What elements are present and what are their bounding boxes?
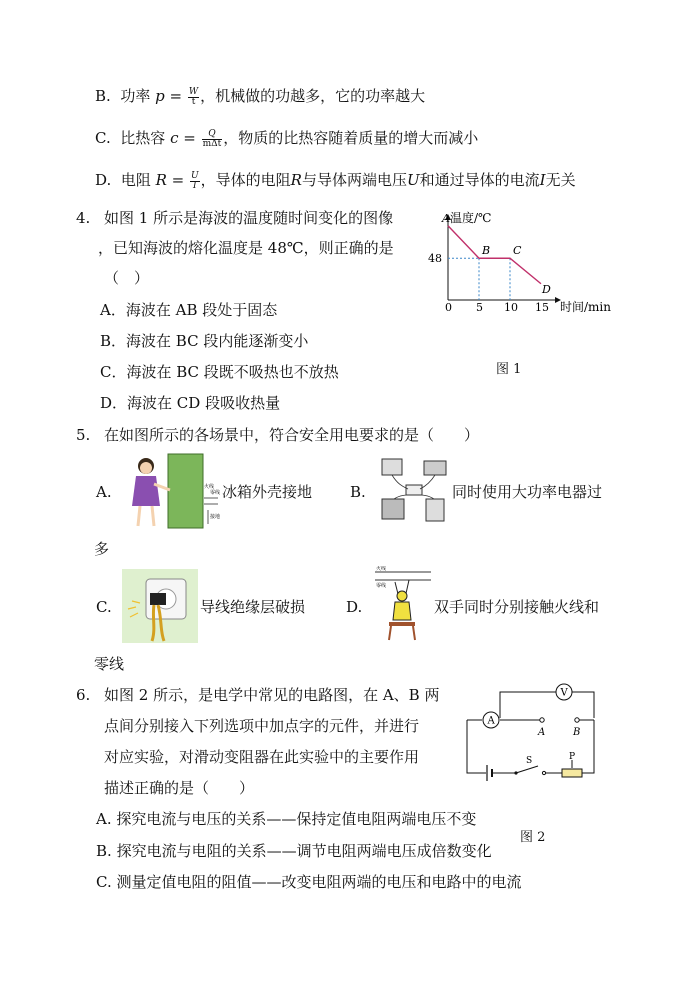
q6-stem-line3: 对应实验，对滑动变阻器在此实验中的主要作用 [104,748,420,766]
stool-leg-icon [389,626,391,640]
q5-stem: 在如图所示的各场景中，符合安全用电要求的是（ ） [104,426,480,444]
figure-1-chart [420,205,620,315]
q5-option-d-label: D. [346,598,363,616]
q6-option-a [96,809,476,829]
circuit-wire [467,720,486,773]
point-label-a: A [442,211,450,225]
q3-option-c [95,128,478,149]
q4-stem-line2: ，已知海波的熔化温度是 48℃，则正确的是 [98,239,394,257]
rheostat-icon [562,769,582,777]
fraction-numerator: Q [202,130,223,140]
switch-lever-icon [516,766,538,773]
q5-option-b-text: 同时使用大功率电器过 [452,483,603,501]
q4-number: 4. [76,209,91,227]
q6-stem-line2: 点间分别接入下列选项中加点字的元件，并进行 [104,717,420,735]
option-text: ，机械做的功越多，它的功率越大 [200,87,426,105]
formula-lhs: c = [170,129,196,147]
stool-leg-icon [413,626,415,640]
option-text: 海波在 AB 段处于固态 [125,301,278,319]
fraction-specific-heat [202,130,223,149]
option-label: B. [95,87,111,105]
option-label: B. [96,842,112,860]
person-leg-icon [152,506,154,526]
x-tick-label: 0 [445,301,452,314]
option-label: A. [96,810,112,828]
socket-icon [406,485,422,495]
fraction-denominator: mΔt [202,138,222,149]
point-label-d: D [542,282,551,296]
fraction-numerator: W [188,86,199,97]
circuit-wire [582,720,594,773]
q5-option-b-label: B. [350,483,366,501]
slider-label: P [569,752,576,762]
touching-wires-image [375,566,431,642]
q4-option-b [100,331,308,351]
y-tick-label: 48 [428,252,442,266]
person-face-icon [140,462,152,474]
formula-lhs: p = [155,87,183,105]
fridge-grounded-image [118,452,222,532]
live-wire-label: 火线 [376,566,387,572]
option-text: 无关 [545,171,576,189]
q3-option-d [95,170,576,191]
x-tick-label: 5 [476,301,483,314]
q5-option-c-text: 导线绝缘层破损 [200,598,306,616]
person-dress-icon [132,476,160,506]
person-head-icon [397,591,407,601]
circuit-wire [500,692,556,718]
ground-label: 接地 [210,514,221,520]
q5-option-d-text-wrap: 零线 [94,655,125,673]
plug-icon [150,593,166,605]
figure-2-circuit [460,682,620,792]
variable-u: U [406,171,420,189]
stool-icon [389,622,415,626]
computer-icon [382,499,404,519]
option-label: D. [95,171,112,189]
fridge-icon [168,454,203,528]
damaged-wire-image [122,569,198,643]
fridge-icon [426,499,444,521]
option-label: A． [100,301,126,319]
live-wire-label: 火线 [204,484,215,490]
ammeter-label: A [487,715,495,727]
q6-stem-line4: 描述正确的是（ ） [104,779,255,797]
switch-label: S [526,756,533,766]
q5-option-d-text: 双手同时分别接触火线和 [434,598,600,616]
q6-option-c [96,872,522,892]
x-tick-label: 15 [535,301,549,314]
option-text: 和通过导体的电流 [419,171,540,189]
fraction-denominator: t [191,96,196,107]
fraction-numerator: U [191,170,199,181]
figure-1-caption: 图 1 [496,362,522,377]
switch-pivot-icon [514,771,517,774]
option-text: 测量定值电阻的阻值——改变电阻两端的电压和电路中的电流 [116,873,522,891]
x-tick-label: 10 [504,301,518,314]
option-text: 海波在 BC 段内能逐渐变小 [126,332,309,350]
option-text: ，物质的比热容随着质量的增大而减小 [223,129,479,147]
q6-stem-line1: 如图 2 所示，是电学中常见的电路图，在 A、B 两 [104,686,440,704]
switch-contact-icon [542,771,545,774]
option-text: 探究电流与电阻的关系——调节电阻两端电压成倍数变化 [116,842,492,860]
person-body-icon [393,602,411,620]
option-label: C. [96,873,112,891]
option-text: 海波在 CD 段吸收热量 [127,394,281,412]
neutral-wire-label: 零线 [210,490,221,496]
q4-option-d [100,393,280,413]
q4-option-a [100,300,277,320]
appliance-icon [424,461,446,475]
point-label-c: C [513,244,522,258]
option-prefix: 功率 [120,87,151,105]
fraction-resistance [190,172,200,191]
formula-lhs: R = [155,171,185,189]
option-text: 海波在 BC 段既不吸热也不放热 [126,363,339,381]
q5-option-c-label: C. [96,598,112,616]
q5-option-a-label: A. [96,483,112,501]
variable-i: I [539,171,546,189]
q4-option-c [100,362,339,382]
fraction-denominator: I [193,180,197,191]
overloaded-socket-image [378,455,452,525]
q4-stem-line1: 如图 1 所示是海波的温度随时间变化的图像 [104,209,394,227]
option-prefix: 比热容 [120,129,166,147]
variable-r: R [290,171,302,189]
point-label-b: B [482,244,491,258]
circuit-wire [572,692,594,718]
q3-option-b [95,86,425,107]
terminal-b-icon [575,718,579,722]
option-label: B． [100,332,127,350]
series-line [448,226,541,284]
terminal-a-icon [540,718,544,722]
q5-option-a-text: 冰箱外壳接地 [222,483,313,501]
option-text: 探究电流与电压的关系——保持定值电阻两端电压不变 [116,810,477,828]
option-text: 与导体两端电压 [301,171,407,189]
q4-answer-bracket: （ ） [104,269,150,287]
q5-option-b-text-wrap: 多 [94,540,110,558]
q5-number: 5. [76,426,91,444]
option-label: D． [100,394,128,412]
x-axis-label: 时间/min [560,300,611,314]
option-prefix: 电阻 [120,171,151,189]
option-label: C. [95,129,111,147]
point-a-label: A [538,727,546,738]
figure-2-caption: 图 2 [520,830,546,845]
y-axis-label: 温度/℃ [450,211,492,225]
option-text: ，导体的电阻 [200,171,291,189]
tv-icon [382,459,402,475]
fraction-power [188,88,199,107]
option-label: C． [100,363,127,381]
person-leg-icon [138,506,140,526]
voltmeter-label: V [560,687,568,699]
q6-option-b [96,841,492,861]
point-b-label: B [573,727,581,738]
neutral-wire-label: 零线 [376,583,387,589]
q6-number: 6. [76,686,91,704]
